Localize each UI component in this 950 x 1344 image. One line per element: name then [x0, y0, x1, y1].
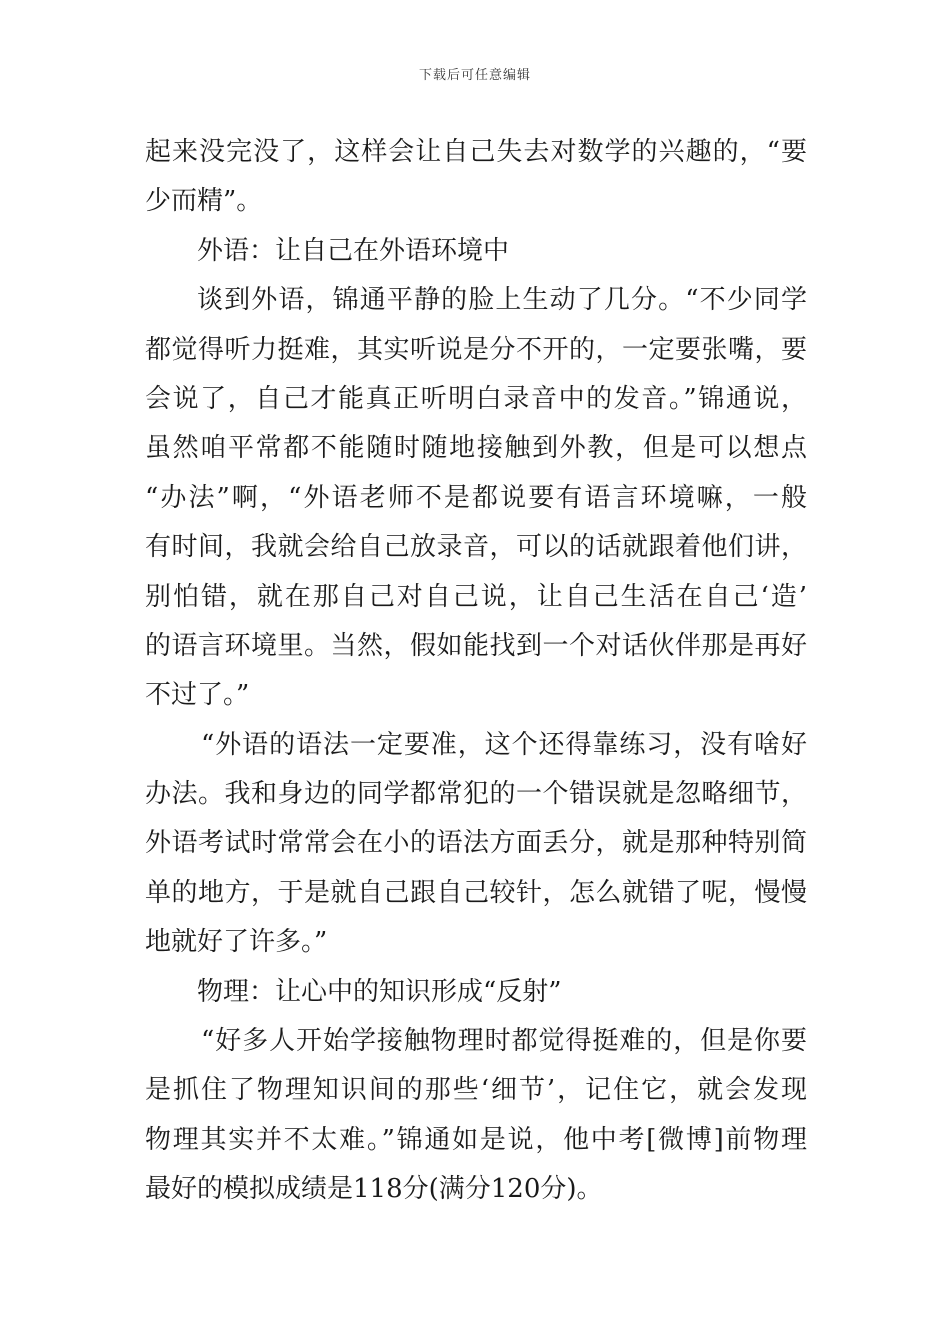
section-heading: 物理：让心中的知识形成“反射” — [197, 976, 562, 1007]
text-line: 有时间，我就会给自己放录音，可以的话就跟着他们讲， — [145, 532, 807, 563]
text-line: 少而精”。 — [145, 186, 263, 217]
text-line: 都觉得听力挺难，其实听说是分不开的，一定要张嘴，要 — [145, 334, 807, 365]
text-line: 虽然咱平常都不能随时随地接触到外教，但是可以想点 — [145, 433, 807, 464]
text-line: 不过了。” — [145, 680, 250, 711]
text-line: 起来没完没了，这样会让自己失去对数学的兴趣的，“要 — [145, 137, 807, 167]
text-line: 会说了，自己才能真正听明白录音中的发音。”锦通说， — [145, 383, 807, 414]
text-line: 地就好了许多。” — [145, 927, 328, 958]
text-line: 外语考试时常常会在小的语法方面丢分，就是那种特别简 — [145, 828, 807, 859]
text-line: 办法。我和身边的同学都常犯的一个错误就是忽略细节， — [145, 779, 807, 810]
text-line: 物理其实并不太难。”锦通如是说，他中考[微博]前物理 — [145, 1124, 807, 1155]
text-line: 单的地方，于是就自己跟自己较针，怎么就错了呢，慢慢 — [145, 877, 807, 908]
text-line: “办法”啊，“外语老师不是都说要有语言环境嘛，一般 — [145, 482, 807, 513]
text-line: 是抓住了物理知识间的那些‘细节’，记住它，就会发现 — [145, 1075, 807, 1106]
text-line: 最好的模拟成绩是118分(满分120分)。 — [145, 1174, 603, 1205]
text-line: 的语言环境里。当然，假如能找到一个对话伙伴那是再好 — [145, 630, 807, 661]
text-line: “好多人开始学接触物理时都觉得挺难的，但是你要 — [201, 1026, 807, 1057]
section-heading: 外语：让自己在外语环境中 — [197, 235, 510, 266]
text-line: “外语的语法一定要准，这个还得靠练习，没有啥好 — [201, 729, 807, 760]
page-header: 下载后可任意编辑 — [418, 68, 531, 83]
text-line: 谈到外语，锦通平静的脸上生动了几分。“不少同学 — [197, 285, 807, 316]
text-line: 别怕错，就在那自己对自己说，让自己生活在自己‘造’ — [145, 581, 807, 612]
document-body — [145, 128, 807, 1215]
